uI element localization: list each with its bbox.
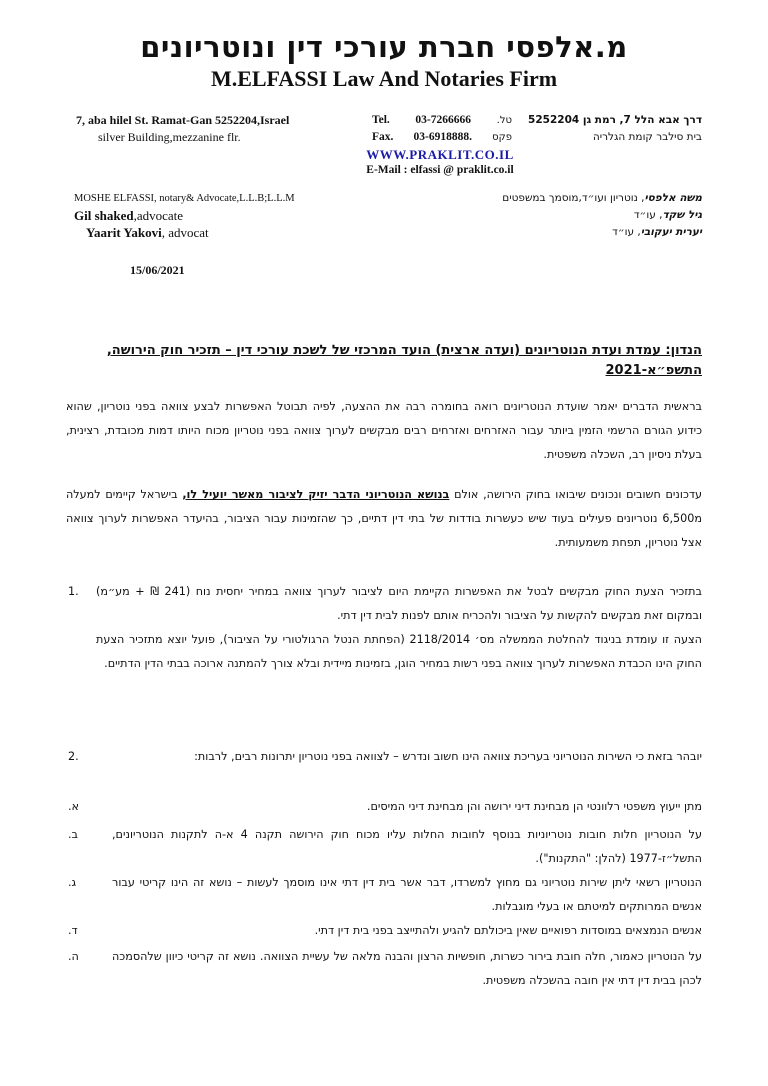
firm-name-hebrew: מ.אלפסי חברת עורכי דין ונוטריונים <box>140 30 628 64</box>
sub-item-letter: א. <box>68 800 80 813</box>
staff-en-2-title: ,advocate <box>133 208 184 223</box>
fax-number: 03-6918888. <box>413 131 473 143</box>
sub-item-b <box>66 823 702 871</box>
fax-label: Fax. <box>372 131 394 143</box>
subject-line: הנדון: עמדת ועדת הנוטריונים (ועדה ארצית) הועד המרכזי של לשכת עורכי דין – תזכיר חוק הירושה, התשפ״א-2021 <box>106 343 702 378</box>
staff-he-1-name: משה אלפסי <box>644 192 702 204</box>
sub-item-text: הנוטריון רשאי ליתן שירות נוטריוני גם מחוץ למשרדו, דבר אשר בית דין דתי אינו מוסמך לעשות – נושא זה הינו קריטי עבור אנשים המרותקים למיטתם או בעלי מוגבלות. <box>112 876 702 913</box>
sub-item-e <box>66 945 702 993</box>
sub-item-a <box>66 795 702 819</box>
staff-he-3 <box>452 224 702 241</box>
tel-row <box>372 112 512 129</box>
staff-en-3-title: , advocat <box>161 225 209 240</box>
address-en-line2: silver Building,mezzanine flr. <box>98 130 241 144</box>
staff-list-hebrew <box>452 190 702 241</box>
item-number: 2. <box>68 750 79 763</box>
sub-item-letter: ב. <box>68 828 79 841</box>
paragraph-second <box>66 483 702 555</box>
staff-he-3-title: , עו״ד <box>612 226 641 238</box>
tel-label-hebrew: טל. <box>496 115 512 126</box>
staff-he-2-title: , עו״ד <box>633 209 663 221</box>
sub-item-c <box>66 871 702 919</box>
staff-he-2 <box>452 207 702 224</box>
address-english <box>76 112 289 146</box>
item-number: 1. <box>68 585 79 598</box>
item-1-text-b: הצעה זו עומדת בניגוד להחלטת הממשלה מס׳ 2118/2014 (הפחתת הנטל הרגולטורי על הציבור), פועל יוצא מתזכיר הצעת החוק הינו הכבדת האפשרות לערוך צוואה בפני רשות במחיר הוגן, בזמינות מיידית ובלא צורך להמתנה ארוכה בבתי הדין הדתיים. <box>96 633 702 670</box>
numbered-item-1 <box>66 580 702 676</box>
tel-number: 03-7266666 <box>415 114 472 126</box>
website-link[interactable]: WWW.PRAKLIT.CO.IL <box>366 147 514 162</box>
staff-en-2 <box>74 207 295 224</box>
fax-row <box>372 129 512 146</box>
firm-name-english: M.ELFASSI Law And Notaries Firm <box>210 66 558 91</box>
sub-item-text: מתן ייעוץ משפטי רלוונטי הן מבחינת דיני ירושה והן מבחינת דיני המיסים. <box>366 800 702 813</box>
staff-he-3-name: יערית יעקובי <box>640 226 702 238</box>
staff-en-1: MOSHE ELFASSI, notary& Advocate,L.L.B;L.L.M <box>74 193 295 204</box>
paragraph2-part1: עדכונים חשובים ונכונים שיבואו בחוק הירושה, אולם <box>449 488 702 501</box>
staff-en-3 <box>74 224 295 241</box>
staff-en-3-name: Yaarit Yakovi <box>86 225 162 240</box>
address-he-line2: בית סילבר קומת הגלריה <box>592 131 702 143</box>
staff-he-2-name: גיל שקד <box>662 209 702 221</box>
sub-item-text: אנשים הנמצאים במוסדות רפואיים שאין ביכולתם להגיע ולהתייצב בפני בית דין דתי. <box>314 924 702 937</box>
sub-item-letter: ג. <box>68 876 77 889</box>
sub-item-d <box>66 919 702 943</box>
paragraph-intro: בראשית הדברים יאמר שועדת הנוטריונים רואה בחומרה רבה את ההצעה, לפיה תבוטל האפשרות לבצע צוואה בפני נוטריון, שהוא כידוע הגורם הרשמי הזמין ביותר עבור האזרחים ואזרחים רבים מבקשים לערוך צוואה בפני נוטריון מכוח היותו דמות מכובדת, רצינית, בעלת ניסיון רב, השכלה משפטית. <box>66 400 702 461</box>
staff-en-2-name: Gil shaked <box>74 208 134 223</box>
email-address[interactable]: E-Mail : elfassi @ praklit.co.il <box>366 164 514 176</box>
tel-label: Tel. <box>372 114 390 126</box>
sub-item-letter: ד. <box>68 924 78 937</box>
paragraph2-emphasis: בנושא הנוטריוני הדבר יזיק לציבור מאשר יועיל לו, <box>182 488 450 501</box>
item-1-text-a: בתזכיר הצעת החוק מבקשים לבטל את האפשרות הקיימת היום לציבור לערוך צוואה במחיר יחסית נוח (241 ₪ + מע״מ) ובמקום זאת מבקשים להקשות על הציבור ולהכריח אותם לפנות לבית דין דתי. <box>96 585 702 622</box>
letter-date: 15/06/2021 <box>130 263 185 277</box>
sub-item-text: על הנוטריון חלות חובות נוטריוניות בנוסף לחובות החלות עליו מכוח חוק הירושה תקנה 4 א-ה לתקנות הנוטריונים, התשל״ז-1977 (להלן: "התקנות"). <box>112 828 702 865</box>
fax-label-hebrew: פקס <box>492 132 512 143</box>
address-en-line1: 7, aba hilel St. Ramat-Gan 5252204,Israel <box>76 113 290 127</box>
contact-block <box>372 112 512 146</box>
paragraph2-part2: בישראל קיימים למעלה מ6,500 נוטריונים פעילים בעוד שיש כעשרות בודדות של בתי דין דתיים, כך שהזמינות עבור הציבור, בהיעדר האפשרות לערוך צוואה אצל נוטריון, תפחת משמעותית. <box>66 488 702 549</box>
staff-list-english <box>74 190 295 241</box>
numbered-item-2 <box>66 745 702 769</box>
address-hebrew <box>502 112 702 146</box>
staff-he-1 <box>452 190 702 207</box>
sub-item-letter: ה. <box>68 950 79 963</box>
address-he-line1: דרך אבא הלל 7, רמת גן 5252204 <box>528 114 702 126</box>
staff-he-1-title: , נוטריון ועו״ד,מוסמך במשפטים <box>502 192 645 204</box>
sub-item-text: על הנוטריון כאמור, חלה חובת בירור כשרות, חופשיות הרצון והבנה מלאה של עשיית הצוואה. נושא זה קריטי כיוון שלהסמכה לכהן בבית דין דתי אין חובה בהשכלה משפטית. <box>112 950 702 987</box>
item-2-text: יובהר בזאת כי השירות הנוטריוני בעריכת צוואה הינו חשוב ונדרש – לצוואה בפני נוטריון יתרונות רבים, לרבות: <box>194 750 702 763</box>
